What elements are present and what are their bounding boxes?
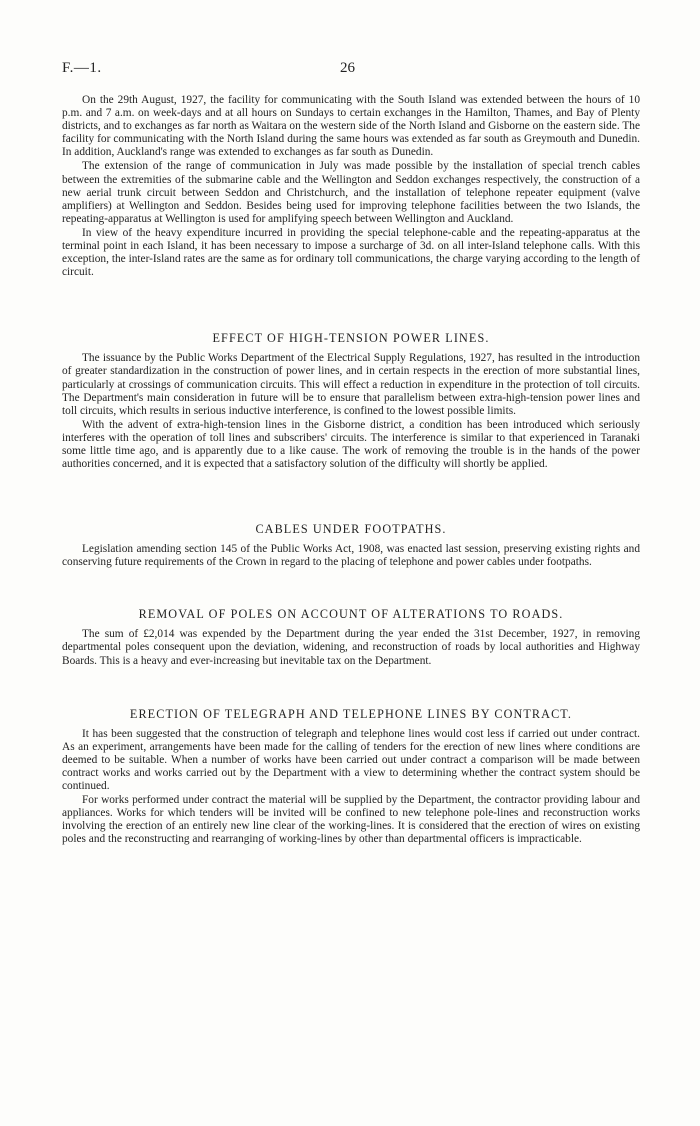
paragraph: The sum of £2,014 was expended by the Department during the year ended the 31st December, 1927, in removing departmental poles consequent upon the deviation, widening, and reconstruction of roads by local authorities and Highway Boards. This is a heavy and ever-increasing but inevitable tax on the Department. [62,628,640,667]
section-heading: REMOVAL OF POLES ON ACCOUNT OF ALTERATIONS TO ROADS. [138,607,564,622]
page-reference: F.—1. [62,60,102,76]
section-erection-by-contract [62,707,640,847]
paragraph: For works performed under contract the material will be supplied by the Department, the contractor providing labour and appliances. Works for which tenders will be invited will be confined to new telephone pole-lines and reconstruction works involving the erection of an entirely new line clear of the working-lines. It is considered that the erection of wires on existing poles and the reconstructing and rearranging of working-lines by other than departmental officers is impracticable. [62,794,640,846]
paragraph: On the 29th August, 1927, the facility for communicating with the South Island was extended between the hours of 10 p.m. and 7 a.m. on week-days and at all hours on Sundays to certain exchanges in the Hamilton, Thames, and Bay of Plenty districts, and to exchanges as far north as Waitara on the western side of the North Island and Gisborne on the eastern side. The facility for communicating with the North Island during the same hours was extended as far south as Greymouth and Dunedin. In addition, Auckland's range was extended to exchanges as far south as Dunedin. [62,94,640,159]
paragraph: Legislation amending section 145 of the Public Works Act, 1908, was enacted last session, preserving existing rights and conserving future requirements of the Crown in regard to the placing of telephone and power cables under footpaths. [62,543,640,569]
section-high-tension-power-lines [62,331,640,471]
paragraph: It has been suggested that the construction of telegraph and telephone lines would cost less if carried out under contract. As an experiment, arrangements have been made for the calling of tenders for the erection of new lines where conditions are deemed to be suitable. When a number of works have been carried out under contract a comparison will be made between contract works and works carried out by the Department with a view to determining whether the contract system should be continued. [62,727,640,792]
section-heading: CABLES UNDER FOOTPATHS. [255,522,447,537]
section-inter-island-facilities [62,94,640,279]
paragraph: In view of the heavy expenditure incurred in providing the special telephone-cable and the repeating-apparatus at the terminal point in each Island, it has been necessary to impose a surcharge of 3d. on all inter-Island telephone calls. With this exception, the inter-Island rates are the same as for ordinary toll communications, the charge varying according to the length of circuit. [62,226,640,279]
section-removal-of-poles [62,607,640,667]
paragraph: With the advent of extra-high-tension lines in the Gisborne district, a condition has been introduced which seriously interferes with the operation of toll lines and subscribers' circuits. The interference is similar to that experienced in Taranaki some little time ago, and is apparently due to a like cause. The work of removing the trouble is in the hands of the power authorities concerned, and it is expected that a satisfactory solution of the difficulty will shortly be applied. [62,418,640,471]
page-number: 26 [340,60,355,76]
section-cables-under-footpaths [62,522,640,569]
page-header [62,60,640,80]
paragraph: The extension of the range of communication in July was made possible by the installation of special trench cables between the extremities of the submarine cable and the Wellington and Seddon exchanges respectively, the construction of a new aerial trunk circuit between Seddon and Christchurch, and the installation of telephone repeater equipment (valve amplifiers) at Wellington and Seddon. Besides being used for improving telephone facilities between the two Islands, the repeating-apparatus at Wellington is used for amplifying speech between Wellington and Auckland. [62,160,640,225]
paragraph: The issuance by the Public Works Department of the Electrical Supply Regulations, 1927, has resulted in the introduction of greater standardization in the construction of power lines, and in certain respects in the erection of more substantial lines, particularly at crossings of communication circuits. This will effect a reduction in expenditure in the protection of toll circuits. The Department's main consideration in future will be to ensure that parallelism between extra-high-tension power lines and toll circuits, which results in serious inductive interference, is confined to the lowest possible limits. [62,352,640,417]
section-heading: EFFECT OF HIGH-TENSION POWER LINES. [212,331,490,346]
section-heading: ERECTION OF TELEGRAPH AND TELEPHONE LINES BY CONTRACT. [129,706,573,721]
page-body [62,94,640,846]
